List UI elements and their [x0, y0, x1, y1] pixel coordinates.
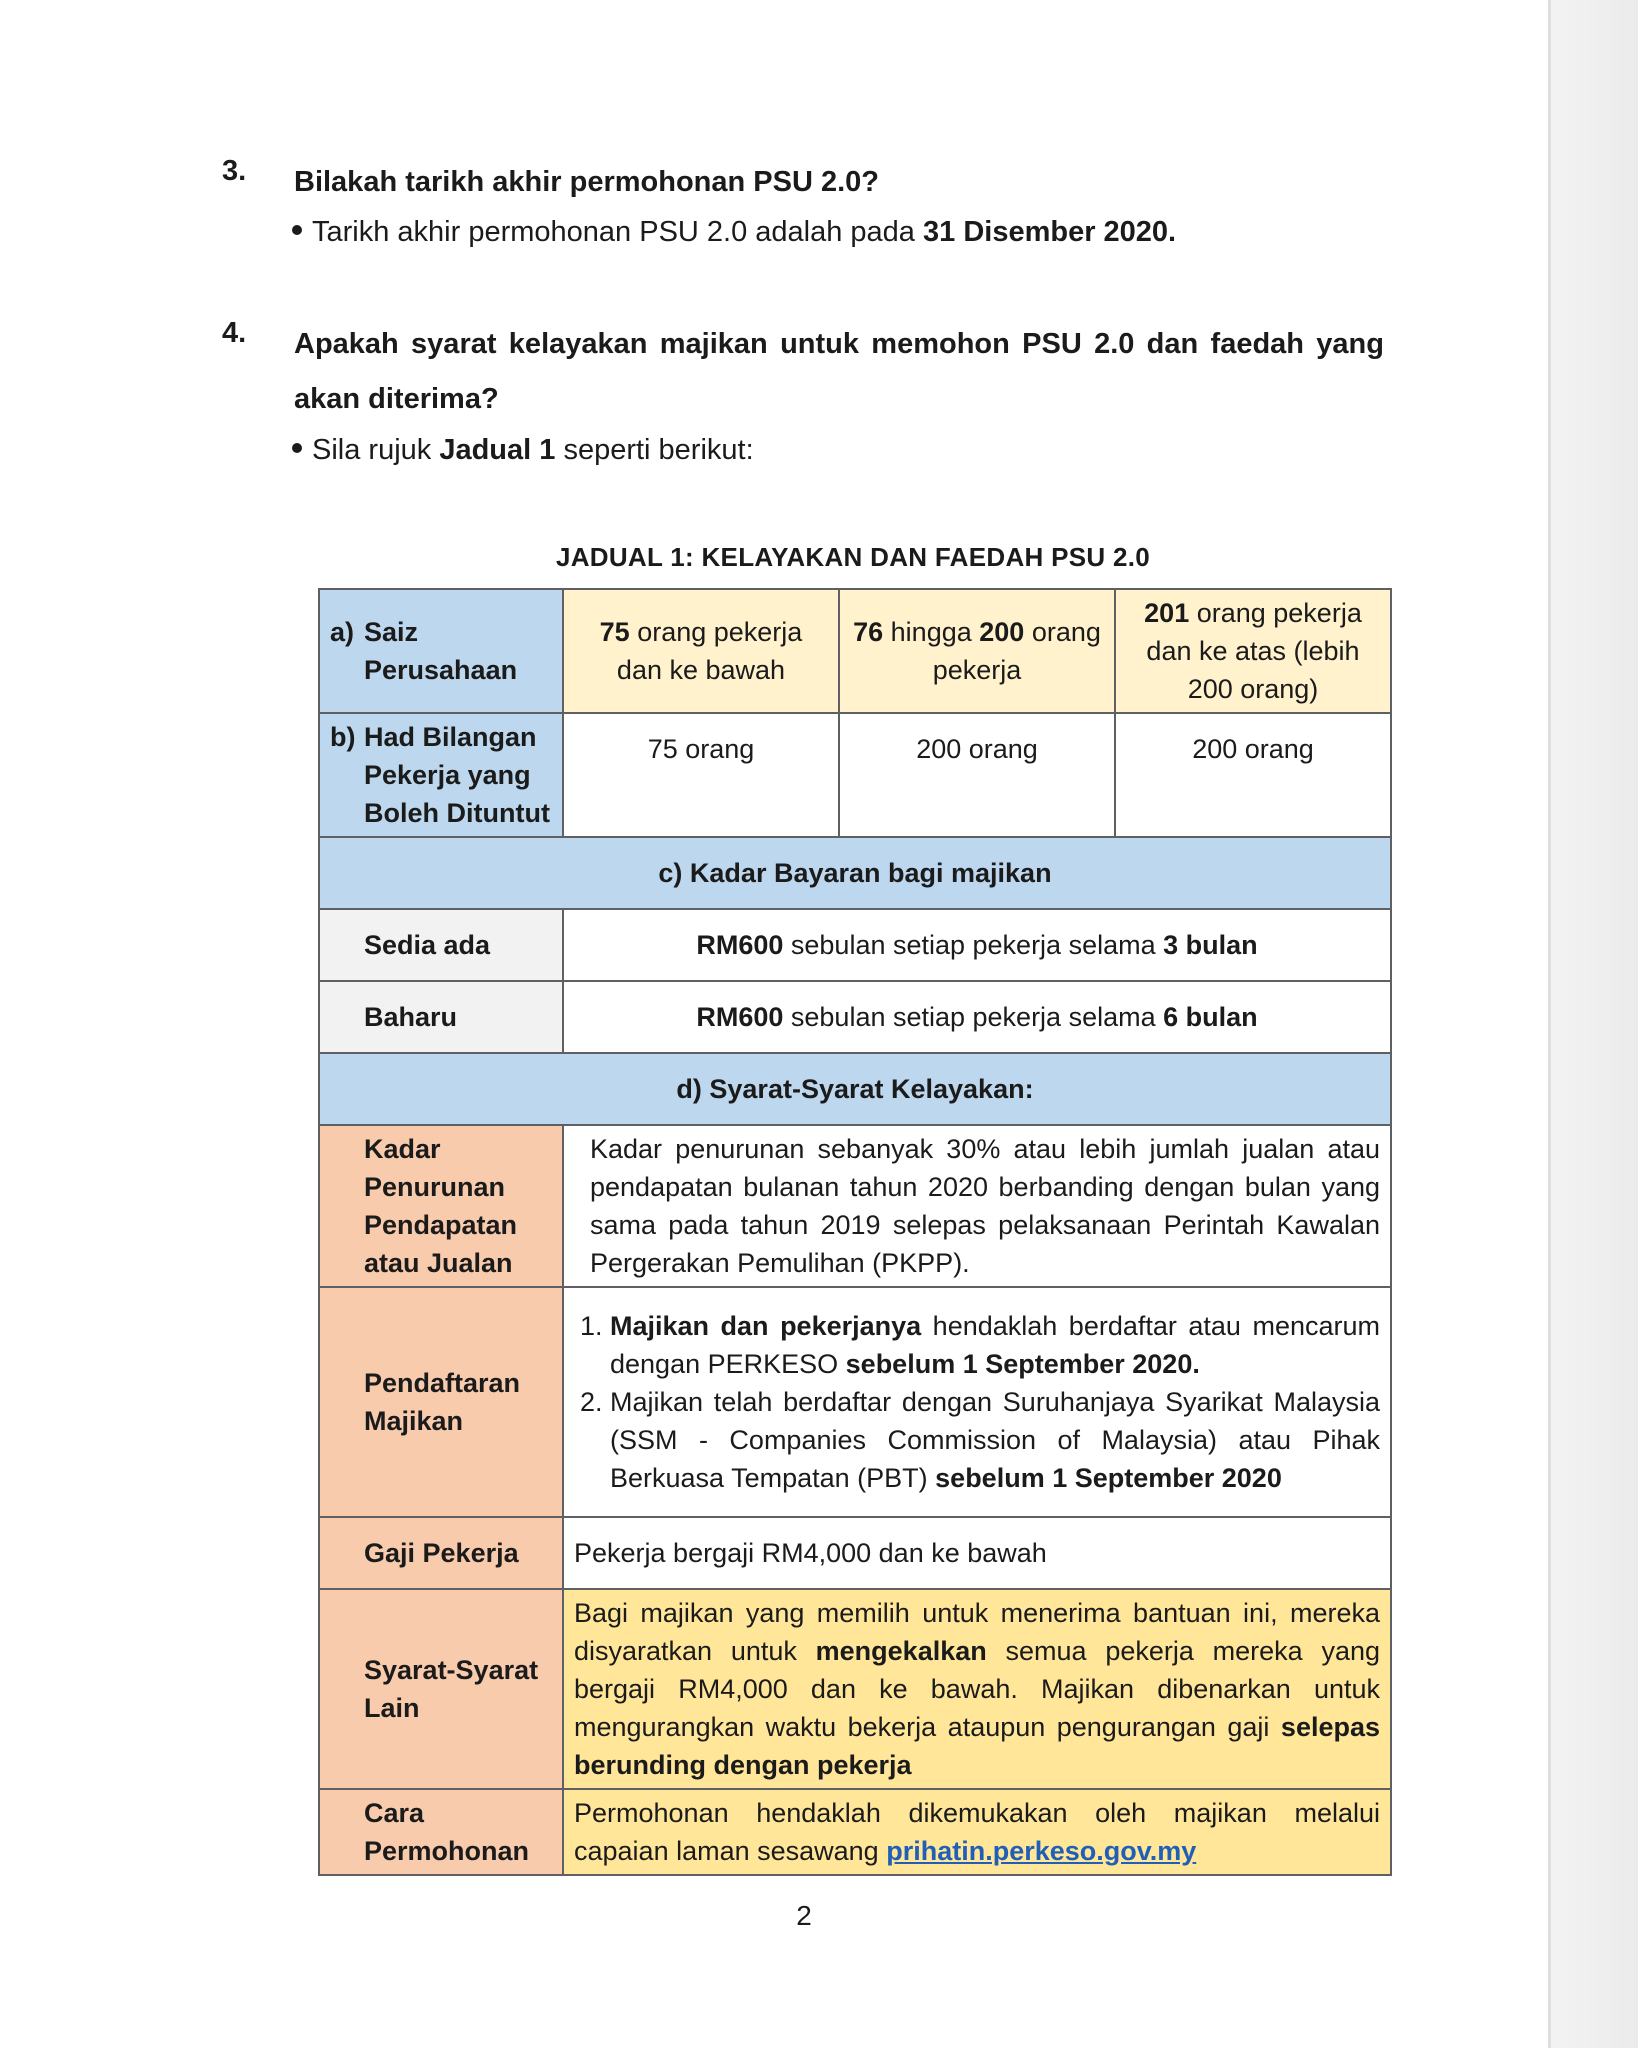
- bullet-icon: [292, 225, 302, 235]
- cell-limit-small: 75 orang: [563, 713, 839, 837]
- registration-list: [574, 1307, 1380, 1497]
- answer-text: Tarikh akhir permohonan PSU 2.0 adalah pada: [312, 216, 923, 248]
- answer-date: 31 Disember 2020.: [923, 216, 1177, 248]
- answer-text: Sila rujuk: [312, 434, 440, 466]
- row-label-application: Cara Permohonan: [319, 1789, 563, 1875]
- table-row: [319, 1517, 1391, 1589]
- table-row: [319, 589, 1391, 713]
- answer-4: [292, 434, 754, 467]
- cell-size-small: 75 orang pekerja dan ke bawah: [563, 589, 839, 713]
- table-row: [319, 1125, 1391, 1287]
- perkeso-link[interactable]: prihatin.perkeso.gov.my: [886, 1836, 1197, 1866]
- cell-existing-rate: RM600 sebulan setiap pekerja selama 3 bulan: [563, 909, 1391, 981]
- answer-3: [292, 216, 1176, 249]
- cell-size-large: 201 orang pekerja dan ke atas (lebih 200 orang): [1115, 589, 1391, 713]
- table-reference: Jadual 1: [439, 434, 556, 466]
- eligibility-table: [318, 588, 1392, 1876]
- table-row: [319, 1053, 1391, 1125]
- row-label-existing: Sedia ada: [319, 909, 563, 981]
- list-item: 2. Majikan telah berdaftar dengan Suruhanjaya Syarikat Malaysia (SSM - Companies Commission of Malaysia) atau Pihak Berkuasa Tempatan (PBT) sebelum 1 September 2020: [610, 1383, 1380, 1497]
- table-row: [319, 837, 1391, 909]
- table-row: [319, 981, 1391, 1053]
- row-label-other-conditions: Syarat-Syarat Lain: [319, 1589, 563, 1789]
- row-label-registration: Pendaftaran Majikan: [319, 1287, 563, 1517]
- question-number: 3.: [222, 155, 247, 187]
- page-edge-shadow: [1548, 0, 1638, 2048]
- cell-other-conditions: Bagi majikan yang memilih untuk menerima bantuan ini, mereka disyaratkan untuk mengekalkan semua pekerja mereka yang bergaji RM4,000 dan ke bawah. Majikan dibenarkan untuk mengurangkan waktu bekerja ataupun pengurangan gaji selepas berunding dengan pekerja: [563, 1589, 1391, 1789]
- cell-limit-medium: 200 orang: [839, 713, 1115, 837]
- cell-salary: Pekerja bergaji RM4,000 dan ke bawah: [563, 1517, 1391, 1589]
- table-row: [319, 713, 1391, 837]
- table-row: [319, 909, 1391, 981]
- table-title: JADUAL 1: KELAYAKAN DAN FAEDAH PSU 2.0: [555, 542, 1151, 572]
- question-text: Apakah syarat kelayakan majikan untuk memohon PSU 2.0 dan faedah yang akan diterima?: [294, 328, 1384, 415]
- table-row: [319, 1589, 1391, 1789]
- table-row: [319, 1789, 1391, 1875]
- row-label-company-size: a) Saiz Perusahaan: [319, 589, 563, 713]
- cell-revenue-drop: Kadar penurunan sebanyak 30% atau lebih jumlah jualan atau pendapatan bulanan tahun 2020 berbanding dengan bulan yang sama pada tahun 2019 selepas pelaksanaan Perintah Kawalan Pergerakan Pemulihan (PKPP).: [563, 1125, 1391, 1287]
- row-label-salary: Gaji Pekerja: [319, 1517, 563, 1589]
- cell-limit-large: 200 orang: [1115, 713, 1391, 837]
- cell-new-rate: RM600 sebulan setiap pekerja selama 6 bulan: [563, 981, 1391, 1053]
- answer-text-suffix: seperti berikut:: [555, 434, 754, 466]
- row-label-revenue-drop: Kadar Penurunan Pendapatan atau Jualan: [319, 1125, 563, 1287]
- row-label-worker-limit: b) Had Bilangan Pekerja yang Boleh Dituntut: [319, 713, 563, 837]
- question-number: 4.: [222, 317, 247, 349]
- row-label-new: Baharu: [319, 981, 563, 1053]
- table-row: [319, 1287, 1391, 1517]
- cell-application: Permohonan hendaklah dikemukakan oleh majikan melalui capaian laman sesawang prihatin.perkeso.gov.my: [563, 1789, 1391, 1875]
- cell-registration: [563, 1287, 1391, 1517]
- bullet-icon: [292, 443, 302, 453]
- section-header-payment-rate: c) Kadar Bayaran bagi majikan: [319, 837, 1391, 909]
- question-text: Bilakah tarikh akhir permohonan PSU 2.0?: [294, 166, 879, 198]
- section-header-eligibility: d) Syarat-Syarat Kelayakan:: [319, 1053, 1391, 1125]
- cell-size-medium: 76 hingga 200 orang pekerja: [839, 589, 1115, 713]
- page-number: 2: [796, 1900, 812, 1931]
- list-item: 1. Majikan dan pekerjanya hendaklah berdaftar atau mencarum dengan PERKESO sebelum 1 September 2020.: [610, 1307, 1380, 1383]
